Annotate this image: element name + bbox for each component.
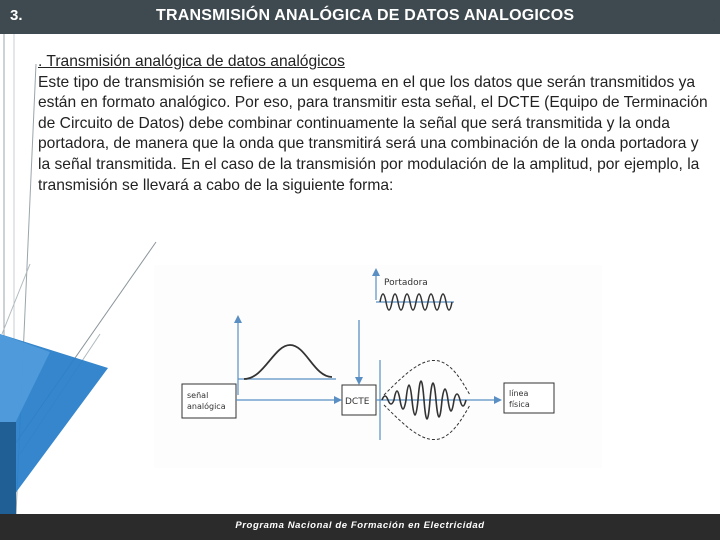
am-transmission-diagram (154, 265, 602, 468)
output-label-line1: línea (509, 389, 529, 398)
signal-y-arrow (234, 315, 242, 323)
input-label-line2: analógica (187, 402, 226, 411)
output-label-line2: física (509, 400, 530, 409)
body-paragraph: Este tipo de transmisión se refiere a un esquema en el que los datos que serán transmitidos ya están en formato analógico. Por eso, para transmitir esta señal, el DCTE (Equipo de Terminación de Circuito de Datos) debe combinar continuamente la señal que será transmitida y la onda portadora, de manera que la onda que transmitirá será una combinación de la onda portadora y la señal transmitida. En el caso de la transmisión por modulación de la amplitud, por ejemplo, la transmisión se llevará a cabo de la siguiente forma: (38, 73, 708, 194)
footer-bar (0, 514, 720, 540)
input-label-line1: señal (187, 391, 209, 400)
footer-text: Programa Nacional de Formación en Electricidad (235, 520, 485, 531)
corner-mark: . (712, 8, 716, 24)
analog-signal-wave (244, 345, 332, 379)
input-signal-box (182, 384, 236, 418)
dcte-label: DCTE (345, 397, 370, 407)
subheading: . Transmisión analógica de datos analógicos (38, 53, 345, 70)
carrier-label: Portadora (384, 278, 428, 288)
slide-header-bar (0, 0, 720, 34)
lower-envelope (384, 405, 470, 440)
modulated-wave (382, 381, 466, 419)
arrow-to-line (494, 396, 502, 404)
slide-title: TRANSMISIÓN ANALÓGICA DE DATOS ANALOGICOS (156, 7, 575, 24)
upper-envelope (384, 360, 470, 395)
slide-number: 3. (10, 7, 23, 24)
body-text-block (38, 52, 708, 196)
